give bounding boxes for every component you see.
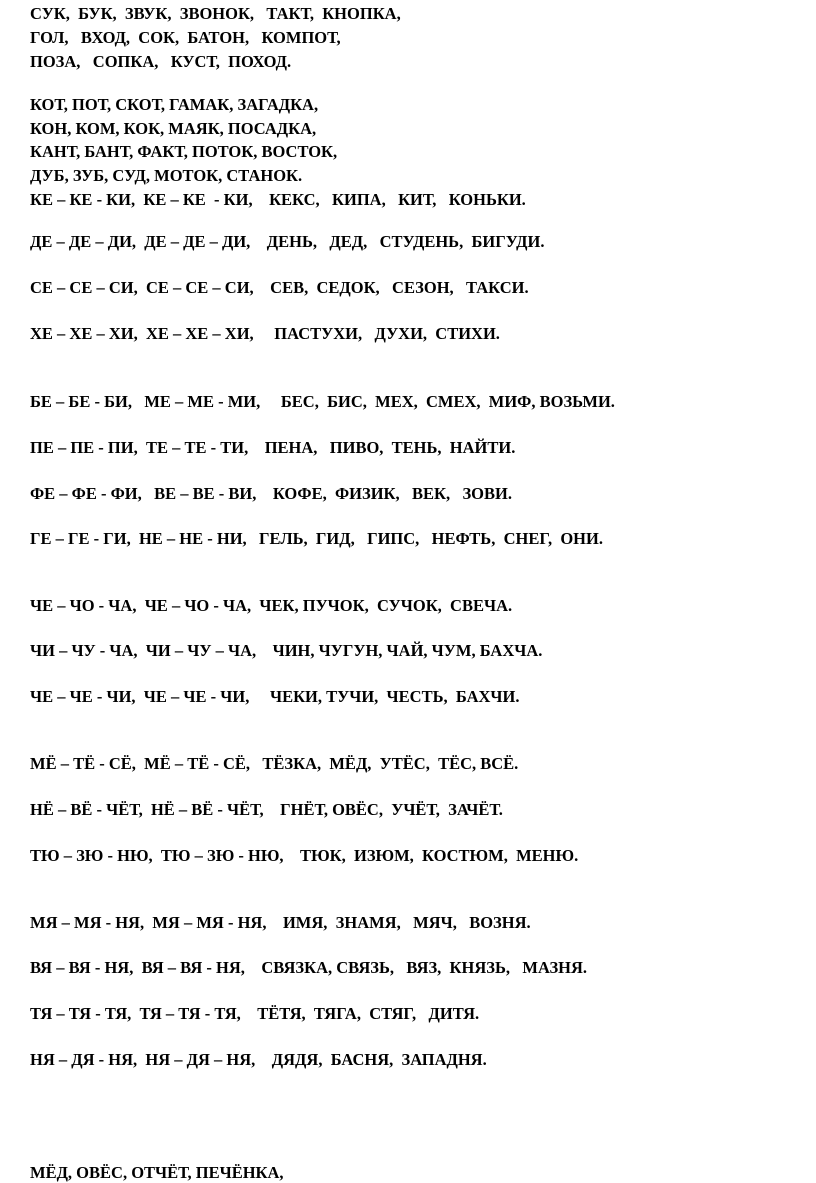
text-line: ЧЕ – ЧО - ЧА, ЧЕ – ЧО - ЧА, ЧЕК, ПУЧОК, СУЧОК, СВЕЧА. <box>30 596 513 615</box>
text-line: ФЕ – ФЕ - ФИ, ВЕ – ВЕ - ВИ, КОФЕ, ФИЗИК, ВЕК, ЗОВИ. <box>30 484 512 503</box>
text-line: КОТ, ПОТ, СКОТ, ГАМАК, ЗАГАДКА, <box>30 95 319 114</box>
text-line: ВЯ – ВЯ - НЯ, ВЯ – ВЯ - НЯ, СВЯЗКА, СВЯЗЬ, ВЯЗ, КНЯЗЬ, МАЗНЯ. <box>30 958 588 977</box>
text-line: ХЕ – ХЕ – ХИ, ХЕ – ХЕ – ХИ, ПАСТУХИ, ДУХИ, СТИХИ. <box>30 324 500 343</box>
text-line: ЧЕ – ЧЕ - ЧИ, ЧЕ – ЧЕ - ЧИ, ЧЕКИ, ТУЧИ, ЧЕСТЬ, БАХЧИ. <box>30 687 520 706</box>
text-line: НЯ – ДЯ - НЯ, НЯ – ДЯ – НЯ, ДЯДЯ, БАСНЯ, ЗАПАДНЯ. <box>30 1050 487 1069</box>
text-line: МЁ – ТЁ - СЁ, МЁ – ТЁ - СЁ, ТЁЗКА, МЁД, УТЁС, ТЁС, ВСЁ. <box>30 754 519 773</box>
text-line: СЕ – СЕ – СИ, СЕ – СЕ – СИ, СЕВ, СЕДОК, СЕЗОН, ТАКСИ. <box>30 278 529 297</box>
text-line: МЯ – МЯ - НЯ, МЯ – МЯ - НЯ, ИМЯ, ЗНАМЯ, МЯЧ, ВОЗНЯ. <box>30 913 531 932</box>
text-line: БЕ – БЕ - БИ, МЕ – МЕ - МИ, БЕС, БИС, МЕХ, СМЕХ, МИФ, ВОЗЬМИ. <box>30 392 615 411</box>
text-line: ДЕ – ДЕ – ДИ, ДЕ – ДЕ – ДИ, ДЕНЬ, ДЕД, СТУДЕНЬ, БИГУДИ. <box>30 232 545 251</box>
text-line: ГОЛ, ВХОД, СОК, БАТОН, КОМПОТ, <box>30 28 341 47</box>
text-line: ТЮ – ЗЮ - НЮ, ТЮ – ЗЮ - НЮ, ТЮК, ИЗЮМ, КОСТЮМ, МЕНЮ. <box>30 846 579 865</box>
text-line: ДУБ, ЗУБ, СУД, МОТОК, СТАНОК. <box>30 166 303 185</box>
text-line: КЕ – КЕ - КИ, КЕ – КЕ - КИ, КЕКС, КИПА, КИТ, КОНЬКИ. <box>30 190 526 209</box>
text-line: КАНТ, БАНТ, ФАКТ, ПОТОК, ВОСТОК, <box>30 142 338 161</box>
text-line: СУК, БУК, ЗВУК, ЗВОНОК, ТАКТ, КНОПКА, <box>30 4 401 23</box>
text-line: ПОЗА, СОПКА, КУСТ, ПОХОД. <box>30 52 292 71</box>
text-line: КОН, КОМ, КОК, МАЯК, ПОСАДКА, <box>30 119 317 138</box>
text-line: МЁД, ОВЁС, ОТЧЁТ, ПЕЧЁНКА, <box>30 1163 284 1182</box>
text-line: НЁ – ВЁ - ЧЁТ, НЁ – ВЁ - ЧЁТ, ГНЁТ, ОВЁС, УЧЁТ, ЗАЧЁТ. <box>30 800 503 819</box>
text-line: ПЕ – ПЕ - ПИ, ТЕ – ТЕ - ТИ, ПЕНА, ПИВО, ТЕНЬ, НАЙТИ. <box>30 438 516 457</box>
text-line: ТЯ – ТЯ - ТЯ, ТЯ – ТЯ - ТЯ, ТЁТЯ, ТЯГА, СТЯГ, ДИТЯ. <box>30 1004 480 1023</box>
text-line: ГЕ – ГЕ - ГИ, НЕ – НЕ - НИ, ГЕЛЬ, ГИД, ГИПС, НЕФТЬ, СНЕГ, ОНИ. <box>30 529 603 548</box>
text-line: ЧИ – ЧУ - ЧА, ЧИ – ЧУ – ЧА, ЧИН, ЧУГУН, ЧАЙ, ЧУМ, БАХЧА. <box>30 641 543 660</box>
